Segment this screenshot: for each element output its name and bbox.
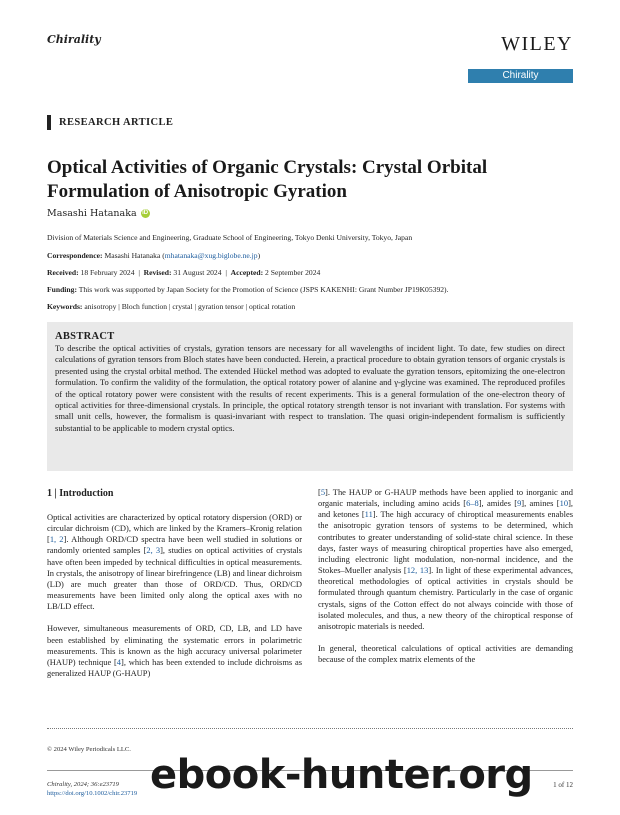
citation-block — [47, 780, 137, 798]
funding-label: Funding: — [47, 285, 77, 294]
section-heading: 1 | Introduction — [47, 488, 114, 499]
column-right — [318, 487, 573, 676]
funding — [47, 285, 587, 295]
funding-text: This work was supported by Japan Society for the Promotion of Science (JSPS KAKENHI: Grant Number JP19K05392). — [78, 285, 449, 294]
revised-label: Revised: — [143, 268, 172, 277]
dates-row — [47, 268, 587, 278]
journal-citation: Chirality, 2024; 36:e23719 — [47, 781, 119, 788]
revised-date: 31 August 2024 — [173, 268, 222, 277]
citation-link[interactable]: 2, 3 — [146, 545, 161, 556]
abstract-box — [47, 322, 573, 471]
accepted-date: 2 September 2024 — [265, 268, 321, 277]
journal-name: Chirality — [47, 33, 101, 46]
intro-paragraph-3: [5]. The HAUP or G-HAUP methods have been applied to inorganic and organic materials, including amino acids [6–8], amides [9], amines [10], and ketones [11]. The high accuracy of chiroptical measurements enables the anisotropic gyration tensors of systems to be determined, which contributes to greater understanding of solid-state chiral science. In these days, faster ways of measuring chiroptical properties have also emerged, including electronic light modulation, non-normal incidence, and the Stokes–Mueller analysis [12, 13]. In light of these experimental advances, theoretical methodologies of optical activities in crystals should be formulated through quantum chemistry. Particularly in the case of organic crystals, signs of the Cotton effect do not always coincide with those of isolated molecules, and thus, a new theory of the chiroptical response of anisotropic materials is needed. — [318, 487, 573, 631]
correspondence-label: Correspondence: — [47, 251, 103, 260]
watermark: ebook-hunter.org — [150, 752, 533, 798]
author-name[interactable]: Masashi Hatanaka — [47, 208, 137, 219]
received-date: 18 February 2024 — [80, 268, 135, 277]
column-left — [47, 487, 302, 690]
date-separator: | — [225, 268, 227, 277]
intro-paragraph-4: In general, theoretical calculations of optical activities are demanding because of the complex matrix elements of the — [318, 643, 573, 665]
article-type: RESEARCH ARTICLE — [47, 115, 173, 130]
received-label: Received: — [47, 268, 79, 277]
citation-link[interactable]: 10 — [559, 498, 569, 509]
intro-paragraph-2: However, simultaneous measurements of ORD, CD, LB, and LD have been established by eliminating the systematic errors in polarimetric measurements. This is known as the high accuracy universal polarimeter (HAUP) technique [4], which has been extended to include dichroisms as generalized HAUP (G-HAUP) — [47, 623, 303, 679]
affiliation: Division of Materials Science and Engineering, Graduate School of Engineering, Tokyo Denki University, Tokyo, Japan — [47, 233, 413, 242]
footer-divider — [47, 728, 573, 729]
correspondence-close: ) — [257, 251, 261, 260]
page-number: 1 of 12 — [553, 781, 573, 789]
abstract-heading: ABSTRACT — [55, 331, 115, 342]
article-title: Optical Activities of Organic Crystals: Crystal Orbital Formulation of Anisotropic Gyration — [47, 157, 488, 202]
email-link[interactable]: mhatanaka@xug.biglobe.ne.jp — [164, 251, 258, 260]
intro-paragraph-1: Optical activities are characterized by optical rotatory dispersion (ORD) or circular dichroism (CD), which are linked by the Kramers–Kronig relation [1, 2]. Although ORD/CD spectra have been well studied in solutions or randomly oriented samples [2, 3], studies on optical activities of crystals have often been impeded by technical difficulties in optical measurements. In crystals, the anisotropy of linear birefringence (LB) and linear dichroism (LD) are much greater than those of ORD/CD. Thus, ORD/CD measurements have been limited only along the optical axes with no LB/LD effect. — [47, 512, 303, 612]
citation-link[interactable]: 5 — [320, 487, 326, 497]
copyright: © 2024 Wiley Periodicals LLC. — [47, 746, 131, 753]
citation-link[interactable]: 11 — [364, 509, 373, 520]
doi-link[interactable]: https://doi.org/10.1002/chir.23719 — [47, 790, 138, 797]
accepted-label: Accepted: — [230, 268, 264, 277]
keywords — [47, 302, 587, 312]
citation-link[interactable]: 9 — [517, 498, 522, 509]
keywords-text: anisotropy | Bloch function | crystal | gyration tensor | optical rotation — [84, 302, 296, 311]
journal-badge: Chirality — [468, 69, 573, 83]
author-row — [47, 208, 150, 219]
publisher-logo: WILEY — [501, 33, 573, 55]
citation-link[interactable]: 1, 2 — [49, 534, 64, 545]
keywords-label: Keywords: — [47, 302, 83, 311]
date-separator: | — [138, 268, 140, 277]
correspondence — [47, 251, 587, 261]
orcid-icon[interactable]: iD — [142, 210, 149, 216]
citation-link[interactable]: 6–8 — [466, 498, 479, 509]
abstract-text: To describe the optical activities of crystals, gyration tensors are necessary for all wavelengths of incident light. To date, few studies on direct calculations of gyration tensors from Bloch states have been conducted. Herein, a practical procedure to obtain gyration tensors of organic crystals is presented using the crystal orbital method. The extended Hückel method was adopted to evaluate the gyration tensors, epitomizing the one-electron formulation. To confirm the validity of the formulation, the optical rotatory power of alanine and γ-glycine was examined. The reproduced profiles of the optical rotatory power were consistent with the results of recent experiments. This is a general formulation of the one-electron theory of optical activities for three-dimensional crystals. In principle, the optical rotatory strength tensor is not invariant with translation. For systems with small unit cells, however, the formalism is quasi-invariant with respect to translation. The quasi origin-independent formalism is sufficiently substantial to be applicable to modern crystal optics. — [55, 343, 565, 433]
correspondence-text: Masashi Hatanaka ( — [104, 251, 165, 260]
citation-link[interactable]: 4 — [116, 656, 122, 667]
citation-link[interactable]: 12, 13 — [406, 565, 429, 576]
